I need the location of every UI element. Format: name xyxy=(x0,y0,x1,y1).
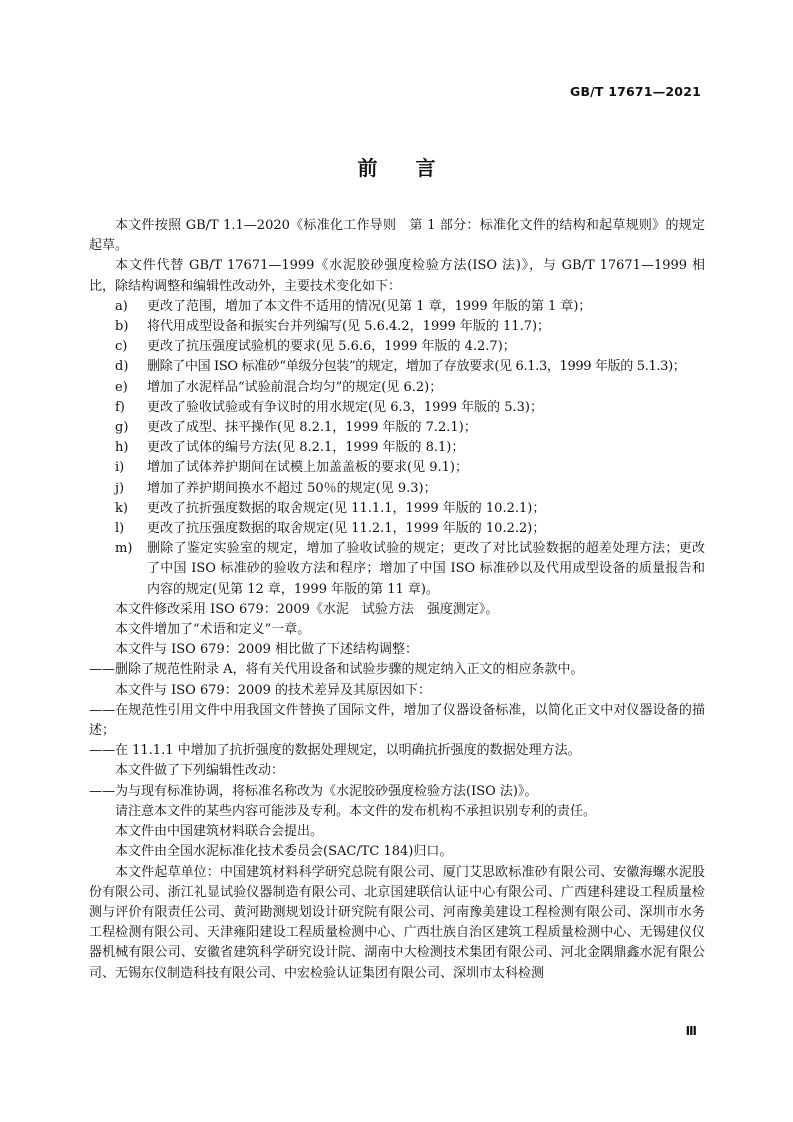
document-body xyxy=(89,216,705,984)
list-item xyxy=(89,398,705,418)
list-item-text: 将代用成型设备和振实台并列编写(见 5.6.4.2，1999 年版的 11.7)； xyxy=(147,319,551,335)
list-item xyxy=(89,418,705,438)
list-marker: l) xyxy=(115,521,125,537)
list-marker: m) xyxy=(115,541,133,557)
dash-text: 删除了规范性附录 A，将有关代用设备和试验步骤的规定纳入正文的相应条款中。 xyxy=(115,662,584,678)
paragraph-patent: 请注意本文件的某些内容可能涉及专利。本文件的发布机构不承担识别专利的责任。 xyxy=(115,803,597,819)
list-item-text: 更改了试体的编号方法(见 8.2.1，1999 年版的 8.1)； xyxy=(147,440,465,456)
paragraph-replaces: 本文件代替 GB/T 17671—1999《水泥胶砂强度检验方法(ISO 法)》，与 GB/T 17671—1999 相比，除结构调整和编辑性改动外，主要技术变化如下： xyxy=(89,258,705,294)
dash-mark: —— xyxy=(89,702,115,718)
list-item xyxy=(89,479,705,499)
dash-item xyxy=(89,701,705,741)
list-item-text: 更改了成型、抹平操作(见 8.2.1，1999 年版的 7.2.1)； xyxy=(147,420,477,436)
list-item-text: 更改了范围，增加了本文件不适用的情况(见第 1 章，1999 年版的第 1 章)； xyxy=(147,298,592,314)
dash-text: 在规范性引用文件中用我国文件替换了国际文件，增加了仪器设备标准，以简化正文中对仪器设备的描述； xyxy=(89,702,705,739)
list-item xyxy=(89,317,705,337)
standard-number: GB/T 17671—2021 xyxy=(569,84,701,99)
paragraph-structure: 本文件与 ISO 679：2009 相比做了下述结构调整： xyxy=(115,642,418,658)
list-item xyxy=(89,297,705,317)
list-item xyxy=(89,357,705,377)
paragraph-editorial: 本文件做了下列编辑性改动： xyxy=(115,763,285,779)
paragraph-iso-adoption: 本文件修改采用 ISO 679：2009《水泥 试验方法 强度测定》。 xyxy=(115,601,499,617)
list-item-text: 更改了抗折强度数据的取舍规定(见 11.1.1，1999 年版的 10.2.1)； xyxy=(147,500,546,516)
list-item xyxy=(89,337,705,357)
list-item-text: 删除了中国 ISO 标准砂“单级分包装”的规定，增加了存放要求(见 6.1.3，1999 年版的 5.1.3)； xyxy=(147,359,686,375)
list-item-text: 更改了抗压强度试验机的要求(见 5.6.6，1999 年版的 4.2.7)； xyxy=(147,339,516,355)
dash-text: 在 11.1.1 中增加了抗折强度的数据处理规定，以明确抗折强度的数据处理方法。 xyxy=(115,743,581,759)
list-marker: e) xyxy=(115,379,128,395)
list-marker: a) xyxy=(115,298,128,314)
list-item-text: 删除了鉴定实验室的规定，增加了验收试验的规定；更改了对比试验数据的超差处理方法；更改了中国 ISO 标准砂的验收方法和程序；增加了中国 ISO 标准砂以及代用成型设备的质量报告和内容的规定(见第 12 章，1999 年版的第 11 章)。 xyxy=(147,541,705,597)
list-item xyxy=(89,438,705,458)
list-marker: j) xyxy=(115,480,125,496)
list-marker: b) xyxy=(115,319,129,335)
page-title: 前言 xyxy=(357,156,474,180)
paragraph-differences: 本文件与 ISO 679：2009 的技术差异及其原因如下： xyxy=(115,682,431,698)
list-item-text: 更改了验收试验或有争议时的用水规定(见 6.3，1999 年版的 5.3)； xyxy=(147,399,543,415)
list-item-text: 增加了试体养护期间在试模上加盖盖板的要求(见 9.1)； xyxy=(147,460,468,476)
list-marker: h) xyxy=(115,440,129,456)
dash-text: 为与现有标准协调，将标准名称改为《水泥胶砂强度检验方法(ISO 法)》。 xyxy=(115,783,538,799)
list-marker: f) xyxy=(115,399,125,415)
list-item xyxy=(89,499,705,519)
list-item xyxy=(89,458,705,478)
dash-item xyxy=(89,741,705,761)
dash-item xyxy=(89,782,705,802)
list-marker: c) xyxy=(115,339,128,355)
changes-list xyxy=(89,297,705,600)
dash-item xyxy=(89,660,705,680)
paragraph-centralized: 本文件由全国水泥标准化技术委员会(SAC/TC 184)归口。 xyxy=(115,844,453,860)
list-marker: k) xyxy=(115,500,128,516)
page-number: Ⅲ xyxy=(685,1024,697,1038)
paragraph-drafting-rules: 本文件按照 GB/T 1.1—2020《标准化工作导则 第 1 部分：标准化文件的结构和起草规则》的规定起草。 xyxy=(89,218,705,254)
list-marker: g) xyxy=(115,420,129,436)
paragraph-proposed: 本文件由中国建筑材料联合会提出。 xyxy=(115,824,324,840)
list-marker: d) xyxy=(115,359,129,375)
list-item xyxy=(89,539,705,600)
list-item xyxy=(89,519,705,539)
dash-mark: —— xyxy=(89,743,115,759)
dash-mark: —— xyxy=(89,662,115,678)
list-item xyxy=(89,378,705,398)
list-item-text: 增加了水泥样品“试验前混合均匀”的规定(见 6.2)； xyxy=(147,379,443,395)
list-marker: i) xyxy=(115,460,125,476)
list-item-text: 增加了养护期间换水不超过 50％的规定(见 9.3)； xyxy=(147,480,437,496)
paragraph-drafting-units: 本文件起草单位：中国建筑材料科学研究总院有限公司、厦门艾思欧标准砂有限公司、安徽海螺水泥股份有限公司、浙江礼显试验仪器制造有限公司、北京国建联信认证中心有限公司、广西建科建设工程质量检测与评价有限责任公司、黄河勘测规划设计研究院有限公司、河南豫美建设工程检测有限公司、深圳市水务工程检测有限公司、天津雍阳建设工程质量检测中心、广西壮族自治区建筑工程质量检测中心、无锡建仪仪器机械有限公司、安徽省建筑科学研究设计院、湖南中大检测技术集团有限公司、河北金隅鼎鑫水泥有限公司、无锡东仪制造科技有限公司、中宏检验认证集团有限公司、深圳市太科检测 xyxy=(89,864,705,981)
paragraph-terms: 本文件增加了“术语和定义”一章。 xyxy=(115,622,311,638)
list-item-text: 更改了抗压强度数据的取舍规定(见 11.2.1，1999 年版的 10.2.2)； xyxy=(147,521,546,537)
dash-mark: —— xyxy=(89,783,115,799)
